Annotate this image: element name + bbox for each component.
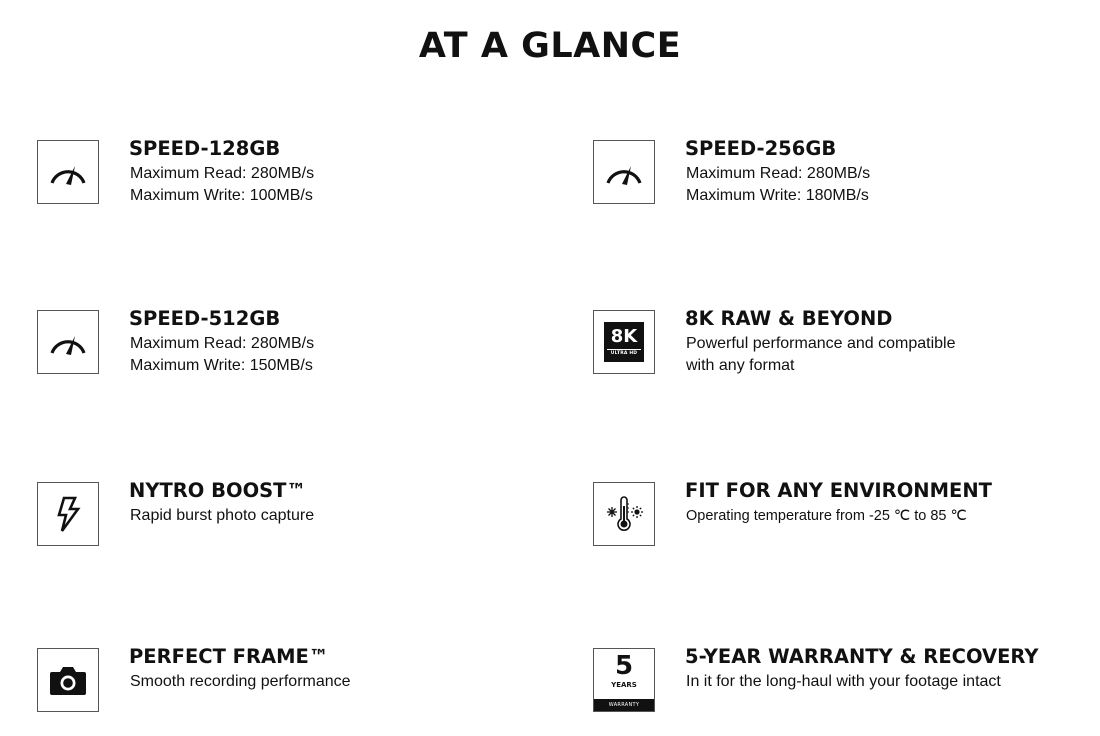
feature-perfect-frame: [37, 645, 537, 718]
feature-title: PERFECT FRAME™: [129, 645, 329, 668]
8k-ultra-hd-icon: [593, 310, 655, 374]
feature-title: SPEED-128GB: [129, 137, 281, 160]
feature-speed-512gb: [37, 307, 537, 380]
badge-sub-text: ULTRA HD: [607, 349, 641, 357]
speedometer-icon: [593, 140, 655, 204]
warranty-years-label: YEARS: [611, 681, 637, 689]
feature-title: 5-YEAR WARRANTY & RECOVERY: [685, 645, 1039, 668]
feature-description: Maximum Read: 280MB/s: [130, 165, 315, 182]
lightning-bolt-icon: [37, 482, 99, 546]
warranty-badge-icon: [593, 648, 655, 712]
feature-description: Smooth recording performance: [130, 673, 351, 690]
feature-description: Maximum Write: 100MB/s: [130, 187, 313, 204]
feature-title: SPEED-512GB: [129, 307, 281, 330]
feature-title: 8K RAW & BEYOND: [685, 307, 893, 330]
feature-description: Rapid burst photo capture: [130, 507, 315, 524]
feature-description: Maximum Write: 180MB/s: [686, 187, 869, 204]
feature-title: SPEED-256GB: [685, 137, 837, 160]
feature-title: NYTRO BOOST™: [129, 479, 306, 502]
feature-warranty: [593, 645, 1093, 718]
feature-speed-128gb: [37, 137, 537, 210]
thermometer-icon: [593, 482, 655, 546]
feature-description: Maximum Read: 280MB/s: [686, 165, 871, 182]
warranty-years-number: 5: [614, 651, 634, 681]
feature-environment: [593, 479, 1093, 552]
feature-description: Powerful performance and compatible: [686, 335, 956, 352]
feature-speed-256gb: [593, 137, 1093, 210]
warranty-bar-label: WARRANTY: [594, 699, 654, 712]
feature-description: with any format: [686, 357, 795, 374]
feature-title: FIT FOR ANY ENVIRONMENT: [685, 479, 992, 502]
feature-description: Operating temperature from -25 ℃ to 85 ℃: [686, 508, 967, 524]
feature-8k-raw: [593, 307, 1093, 380]
page-title: AT A GLANCE: [418, 26, 682, 66]
speedometer-icon: [37, 140, 99, 204]
feature-description: Maximum Write: 150MB/s: [130, 357, 313, 374]
camera-icon: [37, 648, 99, 712]
feature-description: In it for the long-haul with your footage intact: [686, 673, 1001, 690]
badge-main-text: 8K: [610, 326, 638, 347]
feature-nytro-boost: [37, 479, 537, 552]
feature-description: Maximum Read: 280MB/s: [130, 335, 315, 352]
speedometer-icon: [37, 310, 99, 374]
